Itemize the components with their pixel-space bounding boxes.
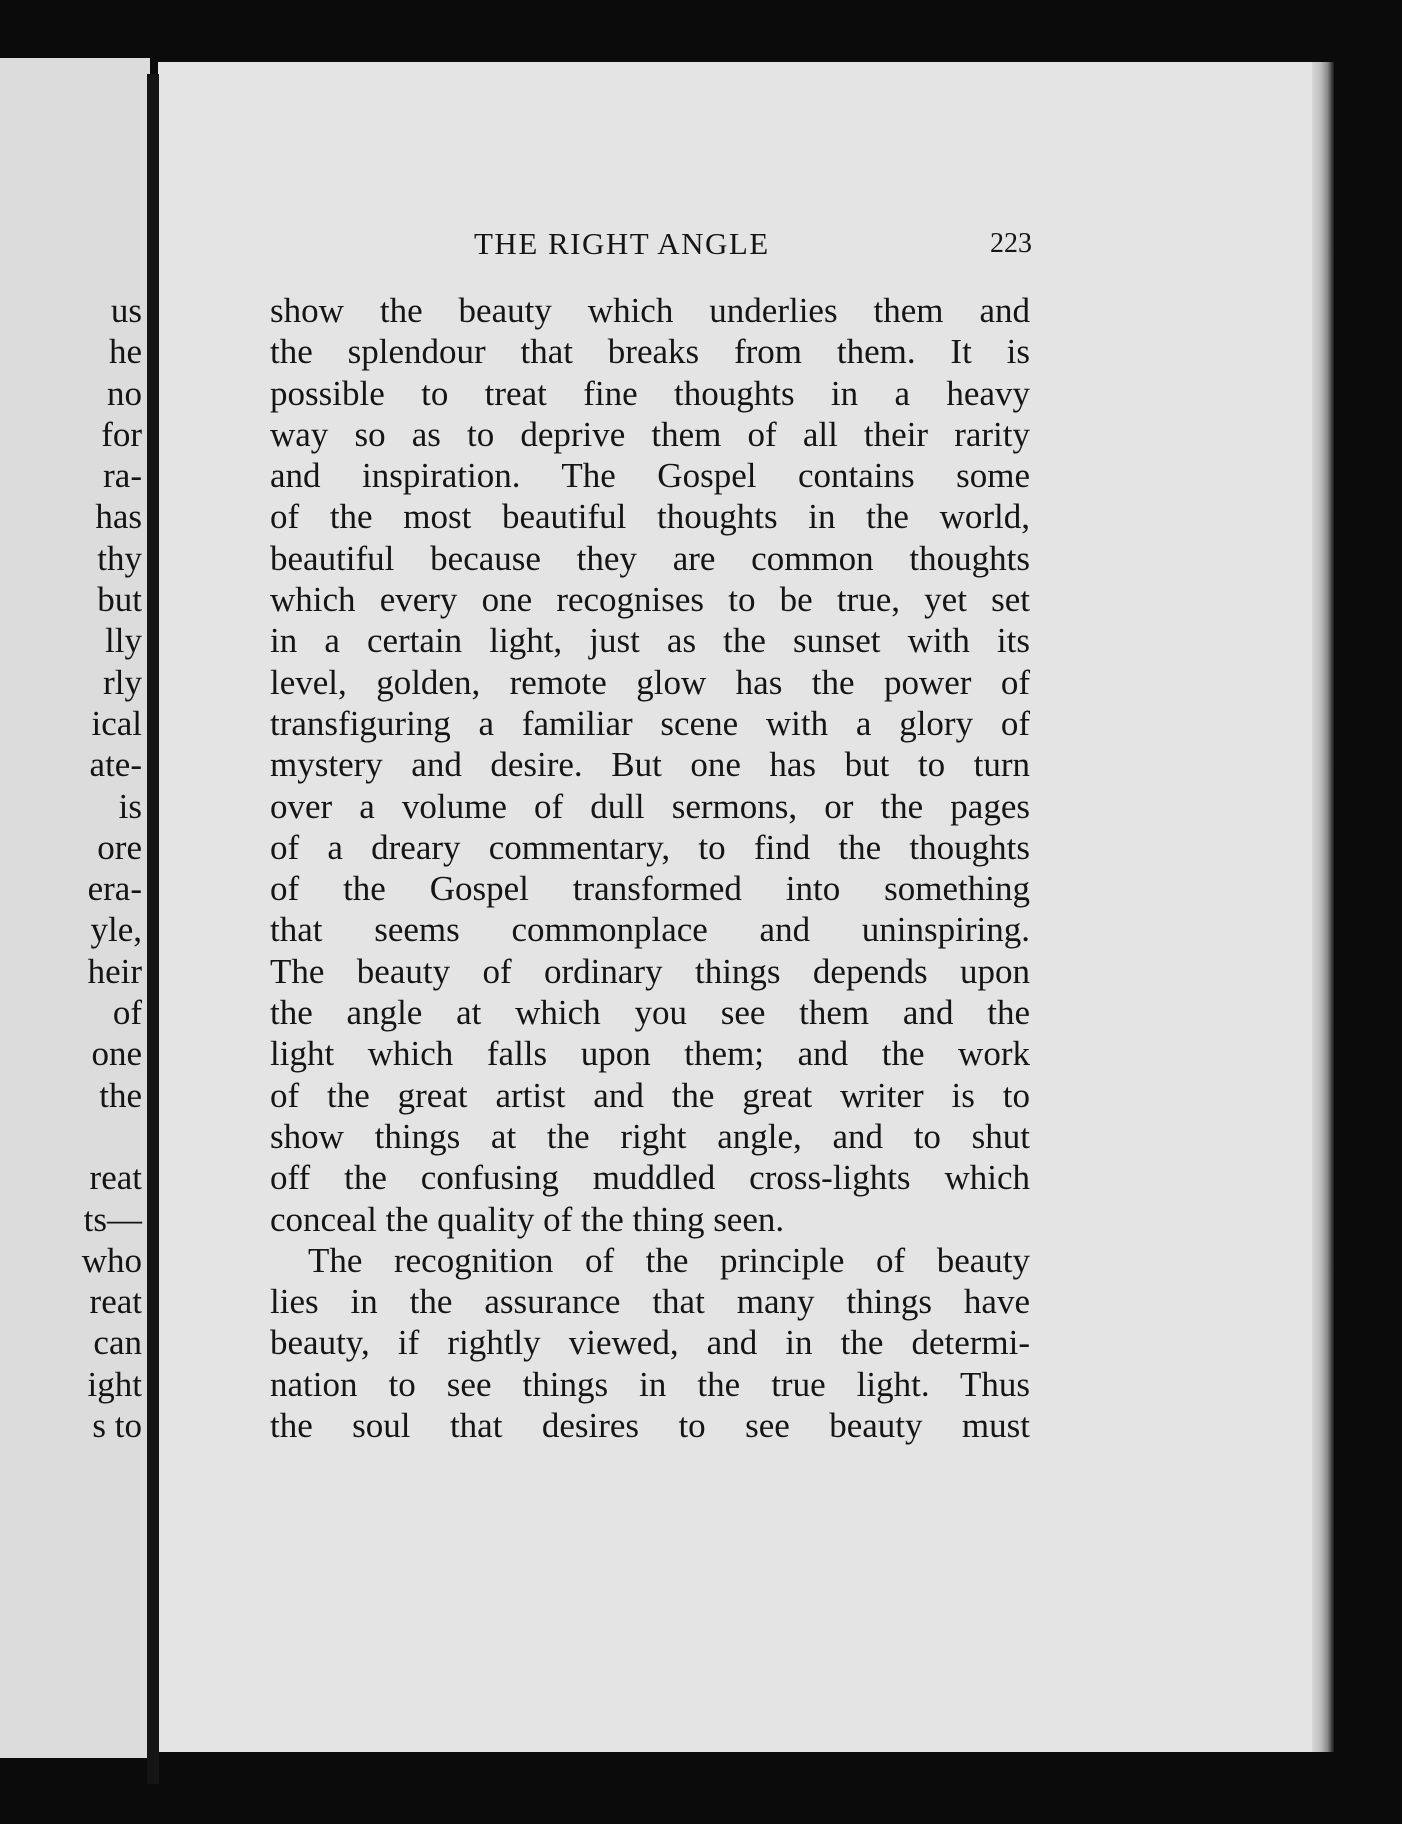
previous-page-fragment: who [81,1240,142,1280]
text-line: transfiguring a familiar scene with a glory of [270,703,1030,743]
text-line: possible to treat fine thoughts in a heavy [270,373,1030,413]
book-gutter [147,74,159,1784]
text-line: conceal the quality of the thing seen. [270,1199,785,1239]
text-line: way so as to deprive them of all their rarity [270,414,1030,454]
text-line: beauty, if rightly viewed, and in the determi- [270,1323,1030,1363]
previous-page-fragment: ical [91,703,142,743]
text-line: show things at the right angle, and to shut [270,1116,1030,1156]
previous-page-fragment: of [112,993,142,1033]
text-line: show the beauty which underlies them and [270,291,1030,330]
previous-page-fragment: reat [89,1282,142,1322]
text-line: The recognition of the principle of beauty [308,1240,1030,1280]
previous-page-fragment: he [108,332,142,372]
body-text [270,290,1030,1446]
text-line: mystery and desire. But one has but to turn [270,745,1030,785]
text-line: light which falls upon them; and the work [270,1034,1030,1074]
previous-page-fragment [0,1116,142,1157]
text-line: of the most beautiful thoughts in the world, [270,497,1030,537]
text-line: in a certain light, just as the sunset with its [270,621,1030,661]
previous-page-fragment: lly [105,621,142,661]
previous-page-fragment: ore [97,827,142,867]
running-title: THE RIGHT ANGLE [474,226,770,261]
previous-page-fragment: has [95,497,142,537]
previous-page-fragment: rly [103,662,142,702]
previous-page-fragment: the [99,1075,142,1115]
text-line: which every one recognises to be true, yet set [270,580,1030,620]
text-line: nation to see things in the true light. Thus [270,1364,1030,1404]
text-line: and inspiration. The Gospel contains some [270,456,1030,496]
text-line: the angle at which you see them and the [270,993,1030,1033]
previous-page-fragment: us [110,291,142,330]
text-line: the splendour that breaks from them. It is [270,332,1030,372]
previous-page-fragment: one [91,1034,142,1074]
text-line: level, golden, remote glow has the power of [270,662,1030,702]
text-line: lies in the assurance that many things have [270,1282,1030,1322]
previous-page-text [0,290,142,1446]
text-line: of the great artist and the great writer is to [270,1075,1030,1115]
previous-page [0,58,150,1758]
previous-page-fragment: but [97,580,142,620]
text-line: the soul that desires to see beauty must [270,1406,1030,1446]
previous-page-fragment: no [107,373,142,413]
text-line: over a volume of dull sermons, or the pages [270,786,1030,826]
previous-page-fragment: s to [92,1406,142,1446]
previous-page-fragment: is [118,786,142,826]
previous-page-fragment: thy [97,538,142,578]
previous-page-fragment: ra- [103,456,142,496]
text-line: that seems commonplace and uninspiring. [270,910,1030,950]
running-header [322,226,1032,266]
previous-page-fragment: heir [87,951,142,991]
previous-page-fragment: ate- [89,745,142,785]
previous-page-fragment: reat [89,1158,142,1198]
previous-page-fragment: yle, [90,910,142,950]
text-line: of the Gospel transformed into something [270,869,1030,909]
text-line: The beauty of ordinary things depends upon [270,951,1030,991]
text-line: off the confusing muddled cross-lights which [270,1158,1030,1198]
previous-page-fragment: era- [87,869,142,909]
previous-page-fragment: ts— [83,1199,142,1239]
page-edge [1312,62,1334,1752]
previous-page-fragment: can [93,1323,142,1363]
text-line: of a dreary commentary, to find the thoughts [270,827,1030,867]
previous-page-fragment: for [101,414,142,454]
page-number: 223 [990,228,1032,259]
previous-page-fragment: ight [87,1364,142,1404]
text-line: beautiful because they are common thoughts [270,538,1030,578]
